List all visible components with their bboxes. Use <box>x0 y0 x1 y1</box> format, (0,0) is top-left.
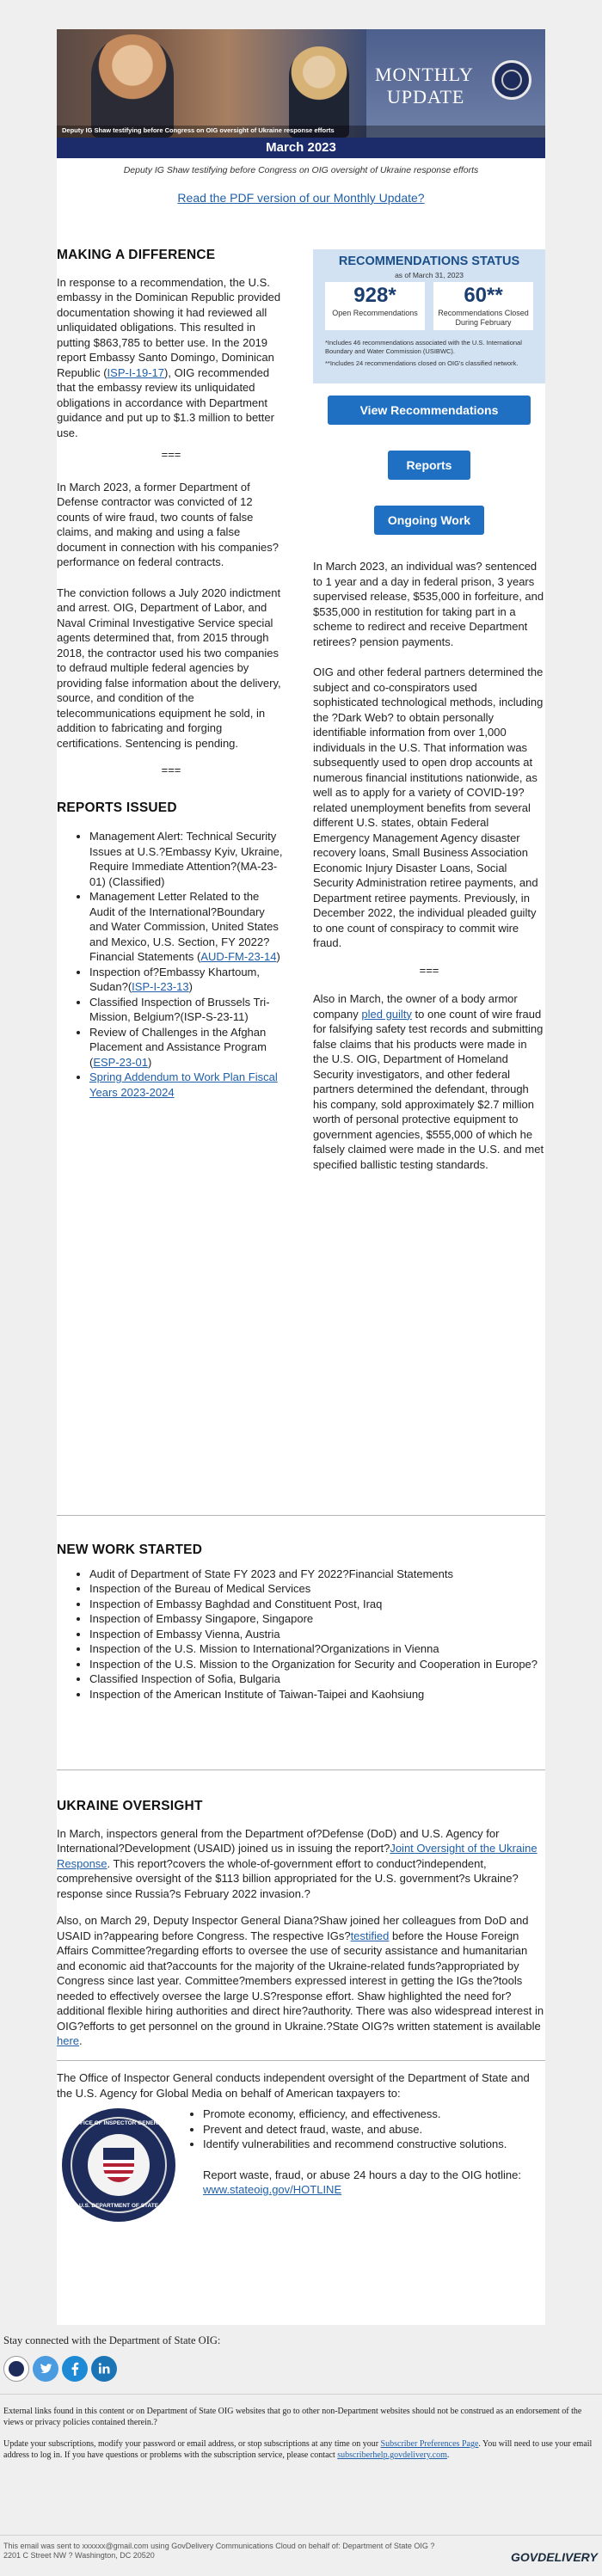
footer-address-line: 2201 C Street NW ? Washington, DC 20520 <box>3 2551 155 2560</box>
newsletter-card <box>57 29 545 2325</box>
reports-issued-heading: REPORTS ISSUED <box>57 800 177 815</box>
govdelivery-logo[interactable]: GOVDELIVERY <box>511 2550 598 2564</box>
linkedin-icon[interactable] <box>91 2356 117 2382</box>
list-item: • Review of Challenges in the Afghan Placement and Assistance Program (ESP-23-01) <box>89 1025 286 1070</box>
pled-guilty-link[interactable]: pled guilty <box>361 1007 412 1021</box>
list-item: • Classified Inspection of Sofia, Bulgaria <box>89 1671 545 1687</box>
report-link-isp-i-19-17[interactable]: ISP-I-19-17 <box>107 365 165 379</box>
right-column <box>313 559 545 1172</box>
list-item: • Management Alert: Technical Security Issues at U.S.?Embassy Kyiv, Ukraine, Require Immediate Attention?(MA-23-01) (Classified) <box>89 829 286 889</box>
attendee-figure <box>289 46 349 138</box>
making-difference-p3: The conviction follows a July 2020 indictment and arrest. OIG, Department of Labor, and Naval Criminal Investigative Service special agents determined that, from 2015 through 2018, the contractor used his two companies to defraud multiple federal agencies by providing false information about the delivery, source, and condition of the telecommunications equipment he sold, in addition to fabricating and forging certifications. Sentencing is pending. <box>57 586 281 750</box>
hotline-link[interactable]: www.stateoig.gov/HOTLINE <box>203 2183 342 2196</box>
subscriber-help-link[interactable]: subscriberhelp.govdelivery.com <box>337 2450 447 2460</box>
recommendations-footnote-2: **Includes 24 recommendations closed on OIG's classified network. <box>325 359 519 367</box>
list-item <box>89 1070 286 1100</box>
list-item: • Prevent and detect fraud, waste, and abuse. <box>203 2122 545 2137</box>
footer-external-links-disclaimer: External links found in this content or on Department of State OIG websites that go to other non-Department websites should not be construed as an endorsement of the views or privacy policies contained therein.? <box>3 2407 582 2427</box>
report-link-aud-fm-23-14[interactable]: AUD-FM-23-14 <box>200 950 277 963</box>
oig-seal-icon <box>492 60 531 100</box>
making-difference-heading: MAKING A DIFFERENCE <box>57 248 216 262</box>
reports-issued-list <box>57 829 286 1100</box>
closed-recommendations-count: 60** <box>464 284 503 307</box>
section-divider <box>57 2060 545 2061</box>
right-column-p2: OIG and other federal partners determined the subject and co-conspirators used sophisticated technological methods, including the ?Dark Web? to obtain personally identifiable information from over 1,000 individuals in the U.S. That information was subsequently used to open drop accounts at numerous financial institutions nationwide, as well as to apply for a variety of COVID-19?related unemployment benefits from several different U.S. states, obtain Federal Emergency Management Agency disaster recovery loans, Small Business Association Economic Injury Disaster Loans, Social Security Administration retiree payments, and Department retiree payments. Previously, in December 2022, the individual pleaded guilty to one count of conspiracy to commit wire fraud. <box>313 665 544 949</box>
oig-seal-icon <box>62 2108 175 2222</box>
report-link-isp-i-23-13[interactable]: ISP-I-23-13 <box>132 980 189 993</box>
shield-icon <box>103 2148 134 2182</box>
right-column-p1: In March 2023, an individual was? sentenced to 1 year and a day in federal prison, 3 years supervised release, $535,000 in forfeiture, and $535,000 in restitution for taking part in a scheme to redirect and receive Department retirees? pension payments. <box>313 560 544 648</box>
subscriber-preferences-link[interactable]: Subscriber Preferences Page <box>380 2439 479 2449</box>
new-work-section <box>57 1543 545 1702</box>
testified-link[interactable]: testified <box>350 1929 390 1942</box>
list-item: • Classified Inspection of Brussels Tri-Mission, Belgium?(ISP-S-23-11) <box>89 995 286 1025</box>
statement-here-link[interactable]: here <box>57 2034 80 2047</box>
ukraine-section <box>57 1799 545 2049</box>
state-seal-social-icon[interactable] <box>3 2356 29 2382</box>
list-item: • Management Letter Related to the Audit of the International?Boundary and Water Commission, United States and Mexico, U.S. Section, FY 2022?Financial Statements (AUD-FM-23-14) <box>89 889 286 965</box>
header-photo-caption: Deputy IG Shaw testifying before Congress on OIG oversight of Ukraine response efforts <box>62 126 335 134</box>
left-column <box>57 248 286 1100</box>
hotline-text: Report waste, fraud, or abuse 24 hours a day to the OIG hotline: www.stateoig.gov/HOTLINE <box>203 2168 521 2196</box>
pdf-version-link[interactable]: Read the PDF version of our Monthly Update? <box>177 191 425 205</box>
ukraine-heading: UKRAINE OVERSIGHT <box>57 1799 203 1813</box>
recommendations-footnote-1: *Includes 46 recommendations associated with the U.S. International Boundary and Water Commission (USIBWC). <box>325 339 522 355</box>
open-recommendations-card <box>325 282 425 330</box>
about-oig-intro: The Office of Inspector General conducts independent oversight of the Department of State and the U.S. Agency for Global Media on behalf of American taxpayers to: <box>57 2071 530 2100</box>
list-item: • Inspection of?Embassy Khartoum, Sudan?(ISP-I-23-13) <box>89 965 286 995</box>
about-oig-goals <box>184 2107 545 2198</box>
open-recommendations-count: 928* <box>353 284 396 307</box>
closed-recommendations-card <box>433 282 533 330</box>
header-banner <box>57 29 545 158</box>
list-item: • Inspection of the U.S. Mission to the Organization for Security and Cooperation in Europe? <box>89 1657 545 1672</box>
joint-oversight-link[interactable]: Joint Oversight of the Ukraine Response <box>57 1842 538 1870</box>
making-difference-p1: In response to a recommendation, the U.S. embassy in the Dominican Republic provided documentation showing it had reviewed all unliquidated obligations. This resulted in putting $863,785 to better use. In the 2019 report Embassy Santo Domingo, Dominican Republic (ISP-I-19-17), OIG recommended that the embassy review its unliquidated obligations in accordance with Department guidance and put up to $1.3 million to better use. <box>57 275 281 439</box>
view-recommendations-button[interactable]: View Recommendations <box>328 396 531 425</box>
header-title-update: UPDATE <box>387 86 465 107</box>
new-work-heading: NEW WORK STARTED <box>57 1543 203 1557</box>
photo-caption: Deputy IG Shaw testifying before Congress on OIG oversight of Ukraine response efforts <box>123 165 479 175</box>
twitter-icon[interactable] <box>33 2356 58 2382</box>
list-item: • Identify vulnerabilities and recommend constructive solutions. <box>203 2137 545 2152</box>
making-difference-p2: In March 2023, a former Department of Defense contractor was convicted of 12 counts of wire fraud, two counts of false claims, and making and using a false document in connection with his companies? performance on federal contracts. <box>57 480 279 568</box>
list-item: • Audit of Department of State FY 2023 and FY 2022?Financial Statements <box>89 1567 545 1582</box>
right-column-p3: Also in March, the owner of a body armor company pled guilty to one count of wire fraud for falsifying safety test records and submitting false claims that his products were made in the U.S. OIG, Department of Homeland Security investigators, and other federal partners determined the defendant, through his company, sold approximately $2.7 million worth of personal protective equipment to government agencies, $555,000 of which he falsely claimed were made in the U.S. and met specified ballistic testing standards. <box>313 992 544 1171</box>
footer-divider <box>0 2535 602 2536</box>
recommendations-as-of: as of March 31, 2023 <box>395 271 464 279</box>
header-title-monthly: MONTHLY <box>375 64 474 85</box>
speaker-figure <box>91 34 174 138</box>
section-separator: === <box>161 448 181 461</box>
footer-stay-connected: Stay connected with the Department of State OIG: <box>3 2334 221 2346</box>
list-item: • Inspection of the American Institute of Taiwan-Taipei and Kaohsiung <box>89 1687 545 1702</box>
header-month: March 2023 <box>57 138 545 158</box>
header-photo <box>57 29 366 138</box>
section-divider <box>57 1515 545 1516</box>
open-recommendations-label: Open Recommendations <box>332 309 418 317</box>
list-item: • Inspection of the U.S. Mission to International?Organizations in Vienna <box>89 1641 545 1657</box>
list-item: • Inspection of the Bureau of Medical Services <box>89 1581 545 1597</box>
list-item: • Inspection of Embassy Singapore, Singapore <box>89 1611 545 1627</box>
list-item: • Promote economy, efficiency, and effectiveness. <box>203 2107 545 2122</box>
footer-subscription-text: Update your subscriptions, modify your password or email address, or stop subscriptions at any time on your Subscriber Preferences Page. You will need to use your email address to log in. If you have questions or problems with the subscription service, please contact subscriberhelp.govdelivery.com. <box>3 2439 593 2460</box>
section-separator: === <box>161 764 181 776</box>
new-work-list <box>57 1567 545 1702</box>
list-item: • Inspection of Embassy Baghdad and Constituent Post, Iraq <box>89 1597 545 1612</box>
section-divider <box>57 1769 545 1770</box>
work-plan-addendum-link[interactable]: Spring Addendum to Work Plan Fiscal Years 2023-2024 <box>89 1070 278 1099</box>
facebook-icon[interactable] <box>62 2356 88 2382</box>
oig-goals-list <box>184 2107 545 2152</box>
reports-button[interactable]: Reports <box>388 451 470 480</box>
recommendations-status-box <box>313 249 545 383</box>
ongoing-work-button[interactable]: Ongoing Work <box>374 506 484 535</box>
seal-text-top: OFFICE OF INSPECTOR GENERAL <box>72 2120 165 2126</box>
ukraine-p1: In March, inspectors general from the Department of?Defense (DoD) and U.S. Agency for International?Development (USAID) joined us in issuing the report?Joint Oversight of the Ukraine Response. This report?covers the whole-of-government effort to conduct?independent, comprehensive oversight of the $113 billion appropriated for the U.S. government?s Ukraine?response since Russia?s February 2022 invasion.? <box>57 1826 538 1900</box>
report-link-esp-23-01[interactable]: ESP-23-01 <box>93 1055 148 1069</box>
ukraine-p2: Also, on March 29, Deputy Inspector General Diana?Shaw joined her colleagues from DoD and USAID in?appearing before Congress. The respective IGs?testified before the House Foreign Affairs Committee?regarding efforts to oversee the use of security assistance and humanitarian and economic aid that?accounts for the majority of the Ukraine-related funds?appropriated by Congress since last year. Committee?members expressed interest in getting the IGs the?tools needed to effectively oversee the large U.S?response effort. Shaw highlighted the need for?additional flexible hiring authorities and direct hire?authority. There was also widespread interest in OIG?efforts to get personnel on the ground in Ukraine.?State OIG?s written statement is available here. <box>57 1914 544 2047</box>
section-separator: === <box>419 963 439 977</box>
footer-sent-to-line: This email was sent to xxxxxx@gmail.com using GovDelivery Communications Cloud on behalf of: Department of State OIG ? <box>3 2542 435 2550</box>
closed-recommendations-label: Recommendations Closed During February <box>438 309 529 327</box>
footer-divider <box>0 2394 602 2395</box>
seal-text-bottom: U.S. DEPARTMENT OF STATE <box>78 2203 159 2209</box>
list-item: • Inspection of Embassy Vienna, Austria <box>89 1627 545 1642</box>
recommendations-title: RECOMMENDATIONS STATUS <box>338 255 520 268</box>
